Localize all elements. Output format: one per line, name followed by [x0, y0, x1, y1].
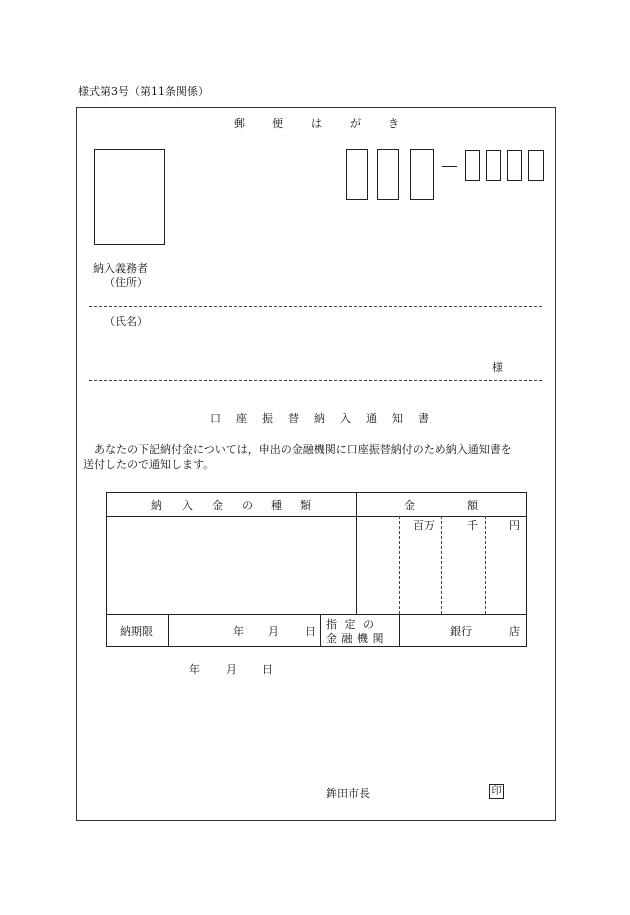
unit-million: 百万	[413, 519, 435, 532]
header-char: 郵	[234, 117, 245, 130]
header-char: 便	[272, 117, 283, 130]
unit-thousand: 千	[467, 519, 478, 532]
bank-label-line2: 金 融 機 関	[326, 632, 384, 645]
address-label: （住所）	[104, 276, 148, 289]
stamp-area	[94, 149, 165, 245]
postal-digit-box	[465, 150, 480, 181]
address-divider	[89, 306, 542, 307]
header-char: き	[388, 117, 399, 130]
unit-yen: 円	[509, 519, 520, 532]
payer-label: 納入義務者	[93, 262, 148, 275]
bank-label-line1: 指 定 の	[326, 618, 374, 631]
due-year: 年	[233, 625, 244, 638]
header-char: は	[311, 117, 322, 130]
title-char: 知	[392, 412, 403, 425]
unit-divider	[399, 516, 400, 614]
type-header-char: 納	[151, 499, 162, 512]
postal-digit-box	[346, 149, 368, 200]
unit-divider	[441, 516, 442, 614]
type-header-char: 種	[271, 499, 282, 512]
issuer: 鉾田市長	[326, 787, 370, 800]
type-header-char: 入	[182, 499, 193, 512]
due-month: 月	[268, 625, 279, 638]
bank-unit: 銀行	[450, 625, 472, 638]
postal-digit-box	[507, 150, 522, 181]
postal-digit-box	[486, 150, 501, 181]
unit-divider	[485, 516, 486, 614]
title-char: 書	[418, 412, 429, 425]
title-char: 替	[288, 412, 299, 425]
type-header-char: の	[242, 499, 253, 512]
postal-digit-box	[528, 150, 544, 181]
branch-unit: 店	[509, 625, 520, 638]
form-number: 様式第3号（第11条関係）	[78, 85, 209, 98]
postal-digit-box	[377, 149, 399, 200]
due-label: 納期限	[120, 625, 153, 638]
title-char: 振	[262, 412, 273, 425]
title-char: 口	[210, 412, 221, 425]
issue-month: 月	[226, 663, 237, 676]
type-header-char: 類	[300, 499, 311, 512]
bank-value-divider	[399, 614, 400, 647]
due-day: 日	[305, 625, 316, 638]
notice-body-line2: 送付したので通知します。	[83, 458, 215, 471]
amount-header-char: 額	[467, 499, 478, 512]
header-char: が	[350, 117, 361, 130]
title-char: 座	[236, 412, 247, 425]
issue-day: 日	[262, 663, 273, 676]
seal-stamp: 印	[489, 784, 504, 799]
postal-separator	[442, 166, 457, 167]
postal-digit-box	[410, 149, 434, 200]
title-char: 納	[314, 412, 325, 425]
issue-year: 年	[189, 663, 200, 676]
title-char: 通	[366, 412, 377, 425]
name-label: （氏名）	[104, 315, 148, 328]
notice-body-line1: あなたの下記納付金については，申出の金融機関に口座振替納付のため納入通知書を	[94, 443, 512, 456]
amount-header-char: 金	[404, 499, 415, 512]
due-divider	[168, 614, 169, 647]
title-char: 入	[340, 412, 351, 425]
name-divider	[89, 380, 542, 381]
table-column-divider	[356, 492, 357, 614]
table-header-divider	[106, 516, 527, 517]
type-header-char: 金	[212, 499, 223, 512]
bank-divider	[320, 614, 321, 647]
honorific: 様	[492, 361, 503, 374]
table-footer-divider	[106, 614, 527, 615]
